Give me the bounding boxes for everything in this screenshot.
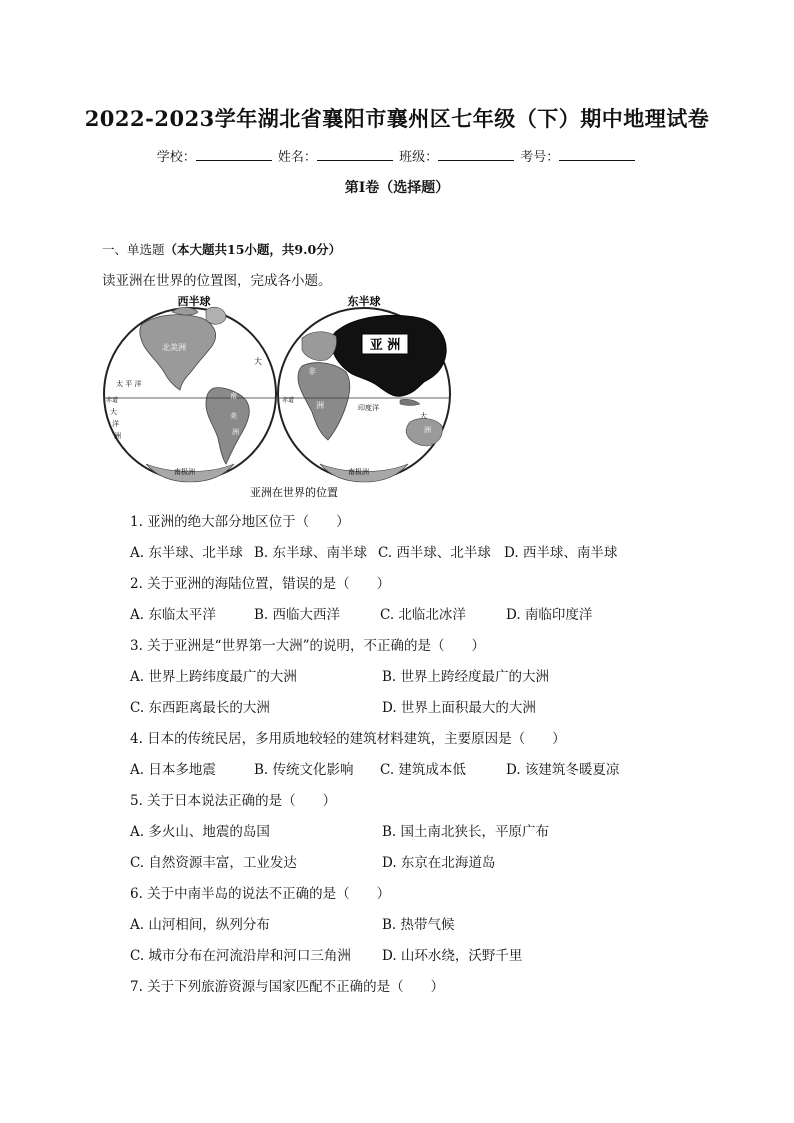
q6-option-d[interactable]: D. 山环水绕，沃野千里 [382,948,523,964]
section-desc: （本大题共15小题，共9.0分） [164,242,342,257]
name-blank[interactable] [317,148,393,161]
pacific-label: 太 平 洋 [116,380,142,388]
question-6-options-row2 [130,944,522,964]
world-map-figure [102,294,482,504]
q4-option-b[interactable]: B. 传统文化影响 [254,762,354,778]
south-america-label-3: 洲 [232,428,239,436]
q5-option-b[interactable]: B. 国土南北狭长，平原广布 [382,824,550,840]
id-label: 考号： [520,150,560,165]
oceania-label-3: 洲 [114,432,121,440]
q4-option-a[interactable]: A. 日本多地震 [130,762,216,778]
q1-option-b[interactable]: B. 东半球、南半球 [254,545,368,561]
question-3-stem: 3. 关于亚洲是“世界第一大洲”的说明，不正确的是（ ） [130,638,485,654]
q5-option-a[interactable]: A. 多火山、地震的岛国 [130,824,270,840]
west-equator-label: 赤道 [106,397,119,404]
question-3-options-row1 [130,665,549,685]
q3-option-c[interactable]: C. 东西距离最长的大洲 [130,700,270,716]
australia-label-1: 大 [420,412,427,420]
australia-label-2: 洲 [424,426,431,434]
east-hemisphere [278,308,450,482]
q2-option-a[interactable]: A. 东临太平洋 [130,607,216,623]
north-america-label: 北美洲 [162,343,186,352]
q2-option-b[interactable]: B. 西临大西洋 [254,607,341,623]
student-info-line [0,146,794,165]
hemisphere-map [102,294,482,504]
q5-option-c[interactable]: C. 自然资源丰富，工业发达 [130,855,297,871]
exam-title: 2022-2023学年湖北省襄阳市襄州区七年级（下）期中地理试卷 [84,106,710,131]
section-prefix: 一、单选题 [102,242,165,257]
question-4-stem: 4. 日本的传统民居，多用质地较轻的建筑材料建筑，主要原因是（ ） [130,731,566,747]
q5-option-d[interactable]: D. 东京在北海道岛 [382,855,496,871]
q1-option-c[interactable]: C. 西半球、北半球 [378,545,491,561]
south-america-label-1: 南 [230,392,237,400]
south-america-label-2: 美 [230,412,237,420]
oceania-label-2: 洋 [112,420,119,428]
q1-option-a[interactable]: A. 东半球、北半球 [130,545,243,561]
east-hemisphere-label: 东半球 [347,295,381,308]
q2-option-c[interactable]: C. 北临北冰洋 [380,607,466,623]
q3-option-b[interactable]: B. 世界上跨经度最广的大洲 [382,669,550,685]
east-antarctica-label: 南极洲 [348,468,369,476]
q1-option-d[interactable]: D. 西半球、南半球 [504,545,618,561]
east-equator-label: 赤道 [282,397,295,404]
class-blank[interactable] [438,148,514,161]
question-5-stem: 5. 关于日本说法正确的是（ ） [130,793,337,809]
question-3-options-row2 [130,696,536,716]
question-6-options-row1 [130,913,455,933]
africa-label-1: 非 [308,367,316,376]
section-heading [102,240,341,258]
id-blank[interactable] [559,148,635,161]
question-7-stem: 7. 关于下列旅游资源与国家匹配不正确的是（ ） [130,979,445,995]
school-label: 学校： [156,150,196,165]
asia-label: 亚 洲 [369,338,401,353]
indian-ocean-label: 印度洋 [358,404,379,412]
question-1-stem: 1. 亚洲的绝大部分地区位于（ ） [130,514,350,530]
question-5-options-row2 [130,851,495,871]
west-antarctica-label: 南极洲 [174,468,195,476]
west-hemisphere-label: 西半球 [177,295,211,308]
question-4-options [130,758,619,778]
class-label: 班级： [399,150,439,165]
q6-option-a[interactable]: A. 山河相间，纵列分布 [130,917,270,933]
q6-option-b[interactable]: B. 热带气候 [382,917,455,933]
q3-option-d[interactable]: D. 世界上面积最大的大洲 [382,700,536,716]
oceania-label-1: 大 [110,408,117,416]
question-6-stem: 6. 关于中南半岛的说法不正确的是（ ） [130,886,391,902]
map-caption: 亚洲在世界的位置 [250,486,338,499]
school-blank[interactable] [196,148,272,161]
atlantic-label-1: 大 [254,357,262,366]
question-1-options [130,541,617,561]
volume-heading: 第I卷（选择题） [344,180,450,196]
africa-label-2: 洲 [316,401,324,410]
question-5-options-row1 [130,820,549,840]
name-label: 姓名： [277,150,317,165]
q6-option-c[interactable]: C. 城市分布在河流沿岸和河口三角洲 [130,948,351,964]
question-2-stem: 2. 关于亚洲的海陆位置，错误的是（ ） [130,576,391,592]
q4-option-c[interactable]: C. 建筑成本低 [380,762,466,778]
question-2-options [130,603,592,623]
west-hemisphere [104,307,276,482]
q2-option-d[interactable]: D. 南临印度洋 [506,607,593,623]
q3-option-a[interactable]: A. 世界上跨纬度最广的大洲 [130,669,297,685]
question-intro: 读亚洲在世界的位置图，完成各小题。 [102,273,332,289]
q4-option-d[interactable]: D. 该建筑冬暖夏凉 [506,762,620,778]
